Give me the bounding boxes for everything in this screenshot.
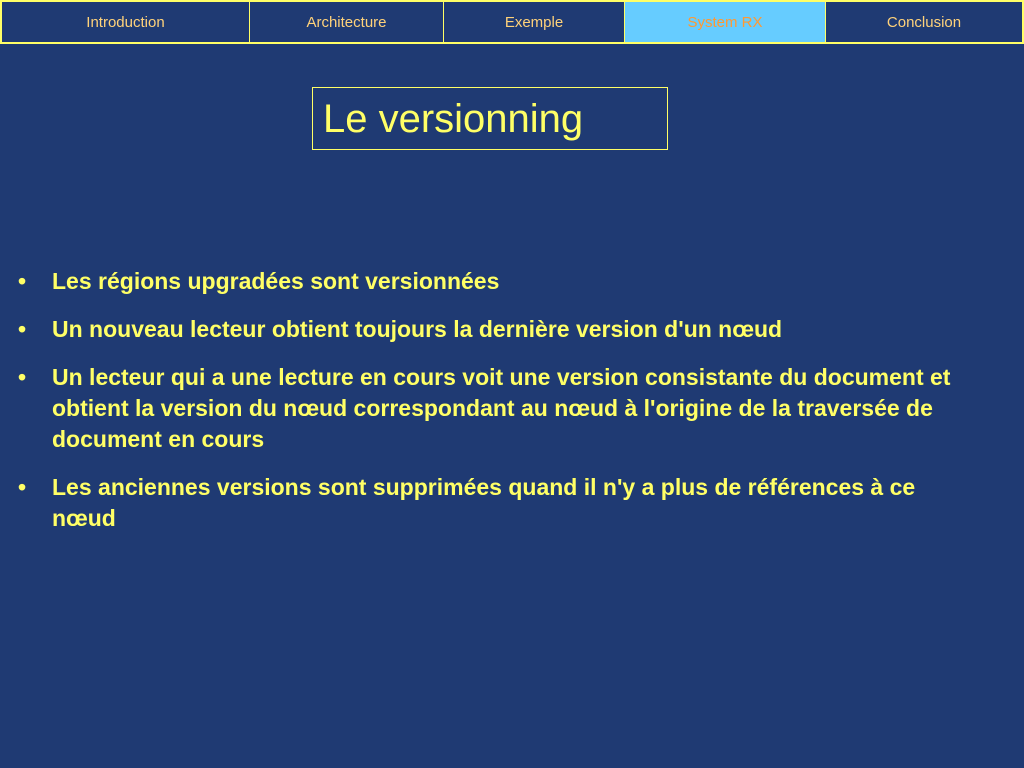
bullet-list — [18, 266, 978, 551]
bullet-icon: • — [18, 268, 27, 294]
bullet-item — [18, 314, 978, 345]
bullet-icon: • — [18, 316, 27, 342]
slide-title: Le versionning — [323, 96, 584, 141]
bullet-item — [18, 472, 978, 534]
bullet-icon: • — [18, 364, 27, 390]
bullet-item — [18, 362, 978, 455]
bullet-text: Un lecteur qui a une lecture en cours voit une version consistante du document et obtient la version du nœud correspondant au nœud à l'origine de la traversée de document en cours — [52, 364, 951, 452]
tab-system-rx[interactable]: System RX — [625, 2, 826, 42]
bullet-icon: • — [18, 474, 27, 500]
tab-conclusion[interactable]: Conclusion — [886, 13, 962, 31]
bullet-text: Un nouveau lecteur obtient toujours la dernière version d'un nœud — [52, 316, 783, 342]
bullet-text: Les régions upgradées sont versionnées — [52, 268, 500, 294]
nav-bar — [0, 0, 1024, 44]
tab-introduction[interactable]: Introduction — [2, 2, 250, 42]
tab-architecture[interactable]: Architecture — [250, 2, 444, 42]
bullet-item — [18, 266, 978, 297]
tab-exemple[interactable]: Exemple — [444, 2, 625, 42]
slide-title-box — [312, 87, 668, 150]
bullet-text: Les anciennes versions sont supprimées quand il n'y a plus de références à ce nœud — [52, 474, 916, 531]
